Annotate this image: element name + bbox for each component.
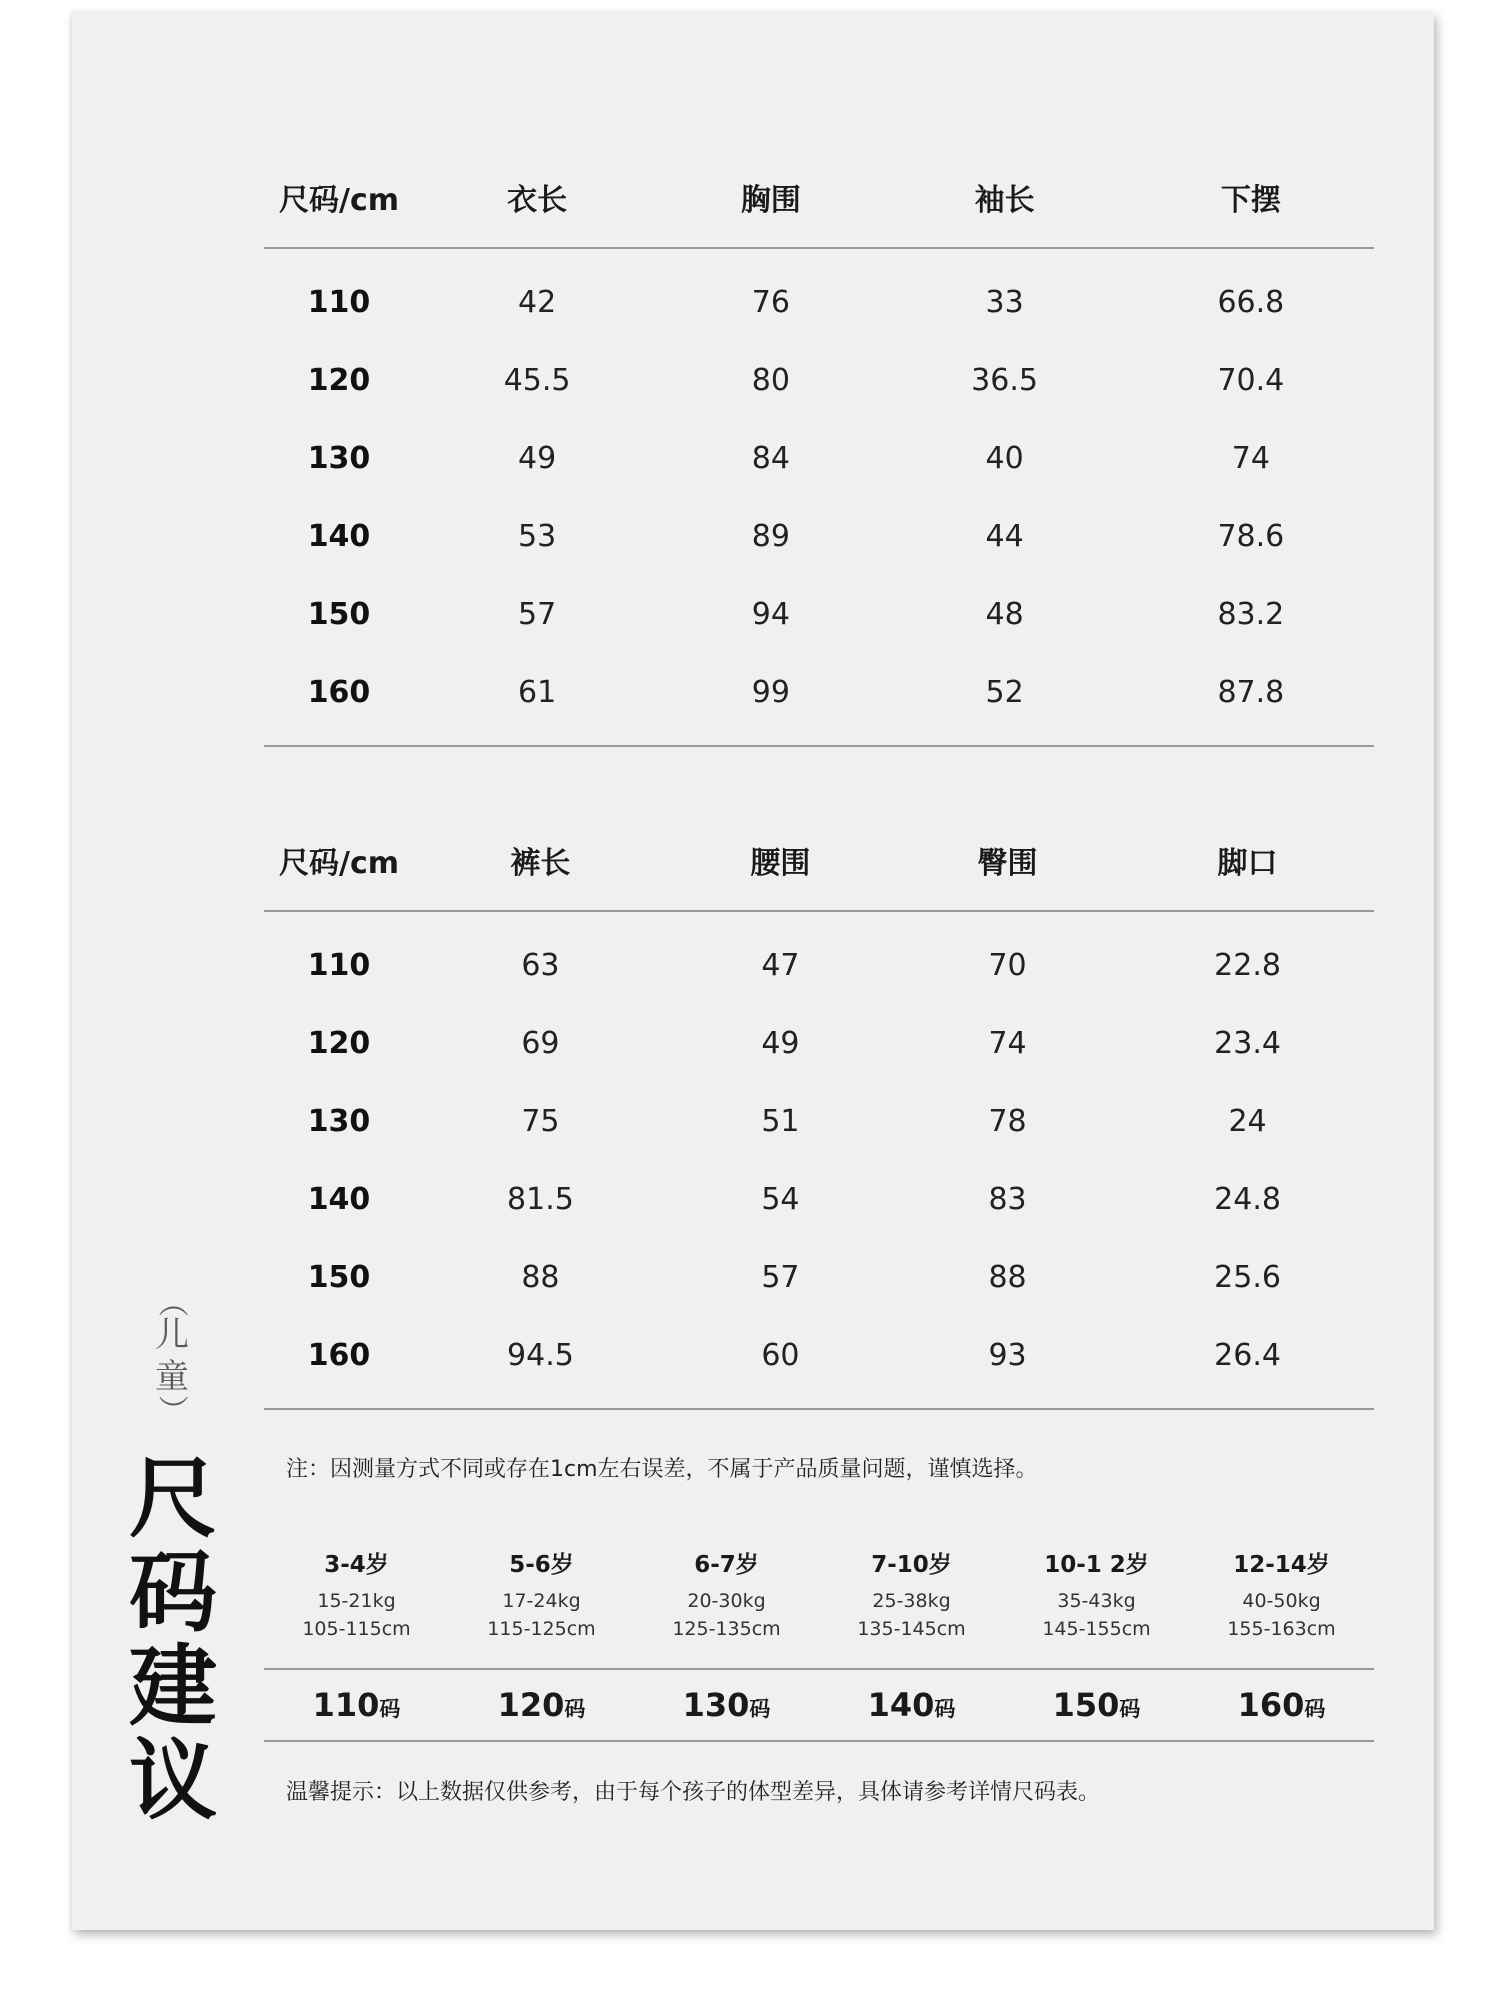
recommendation-criteria (819, 1540, 1004, 1668)
measure-cell: 94.5 (414, 1316, 667, 1409)
measure-cell: 84 (751, 440, 790, 476)
measure-cell: 80 (751, 362, 790, 398)
measure-cell: 33 (985, 284, 1024, 320)
table-header-row (264, 147, 1374, 248)
table-row (264, 419, 1374, 497)
measure-cell: 89 (751, 518, 790, 554)
bottom-size-table (264, 810, 1374, 1410)
measure-cell: 87.8 (1128, 653, 1374, 746)
side-subtitle-char: 儿 (155, 1315, 189, 1355)
measure-cell: 61 (414, 653, 660, 746)
measure-cell: 23.4 (1214, 1025, 1281, 1061)
size-unit: 码 (1119, 1697, 1141, 1721)
size-cell: 150 (307, 596, 371, 632)
measure-cell: 63 (521, 947, 560, 983)
measure-cell: 70.4 (1217, 362, 1285, 398)
header-length: 衣长 (414, 147, 660, 248)
measure-cell: 24.8 (1214, 1181, 1281, 1217)
size-cell: 160 (264, 653, 414, 746)
table-row (264, 1004, 1374, 1082)
weight-range: 40-50kg (1242, 1590, 1321, 1612)
measure-cell: 47 (761, 947, 800, 983)
size-number: 110 (312, 1686, 380, 1724)
recommended-size (1004, 1686, 1189, 1724)
weight-range: 35-43kg (1057, 1590, 1136, 1612)
header-leg-opening: 脚口 (1121, 810, 1374, 911)
measure-cell: 57 (518, 596, 557, 632)
recommendation-criteria (1004, 1540, 1189, 1668)
tip-text: 温馨提示：以上数据仅供参考，由于每个孩子的体型差异，具体请参考详情尺码表。 (286, 1780, 1101, 1805)
measure-cell: 78.6 (1217, 518, 1285, 554)
table-row (264, 1082, 1374, 1160)
table-row (264, 653, 1374, 746)
size-unit: 码 (1304, 1697, 1326, 1721)
measure-cell: 69 (521, 1025, 560, 1061)
table-row (264, 1160, 1374, 1238)
size-number: 140 (867, 1686, 935, 1724)
measure-cell: 49 (518, 440, 557, 476)
header-pants-length: 裤长 (414, 810, 667, 911)
measure-cell: 45.5 (503, 362, 571, 398)
recommendation-criteria (634, 1540, 819, 1668)
side-title-char: 议 (128, 1729, 217, 1832)
side-title-char: 尺 (128, 1447, 217, 1550)
side-subtitle-open: （ (154, 1287, 189, 1317)
side-subtitle-char: 童 (155, 1357, 189, 1397)
size-cell: 120 (307, 362, 371, 398)
header-hip: 臀围 (894, 810, 1121, 911)
weight-range: 15-21kg (317, 1590, 396, 1612)
header-size: 尺码/cm (264, 147, 414, 248)
size-cell: 160 (264, 1316, 414, 1409)
table-row (264, 341, 1374, 419)
measure-cell: 83.2 (1217, 596, 1285, 632)
measure-cell: 60 (667, 1316, 894, 1409)
weight-range: 25-38kg (872, 1590, 951, 1612)
weight-range: 17-24kg (502, 1590, 581, 1612)
recommendation-criteria (264, 1540, 449, 1668)
header-hem: 下摆 (1128, 147, 1374, 248)
measure-cell: 78 (988, 1103, 1027, 1139)
size-recommendation (264, 1540, 1374, 1742)
table-row (264, 248, 1374, 341)
age-label: 7-10岁 (871, 1552, 952, 1578)
side-title-char: 建 (128, 1635, 217, 1738)
age-label: 5-6岁 (509, 1552, 574, 1578)
size-cell: 130 (307, 440, 371, 476)
measure-cell: 74 (1231, 440, 1270, 476)
size-cell: 130 (307, 1103, 371, 1139)
table-row (264, 911, 1374, 1004)
height-range: 145-155cm (1042, 1618, 1151, 1640)
height-range: 115-125cm (487, 1618, 596, 1640)
measure-cell: 94 (751, 596, 790, 632)
recommended-size (819, 1686, 1004, 1724)
side-subtitle-close: ） (154, 1395, 189, 1425)
size-number: 130 (682, 1686, 750, 1724)
measure-cell: 53 (518, 518, 557, 554)
size-unit: 码 (379, 1697, 401, 1721)
height-range: 135-145cm (857, 1618, 966, 1640)
measure-cell: 99 (660, 653, 881, 746)
size-unit: 码 (749, 1697, 771, 1721)
side-title (125, 1447, 221, 1832)
header-chest: 胸围 (660, 147, 881, 248)
size-unit: 码 (934, 1697, 956, 1721)
height-range: 125-135cm (672, 1618, 781, 1640)
age-label: 12-14岁 (1233, 1552, 1330, 1578)
measure-cell: 88 (988, 1259, 1027, 1295)
size-cell: 140 (307, 518, 371, 554)
measure-cell: 36.5 (971, 362, 1038, 398)
age-label: 3-4岁 (324, 1552, 389, 1578)
recommended-size (449, 1686, 634, 1724)
recommended-size (264, 1686, 449, 1724)
measure-cell: 81.5 (507, 1181, 574, 1217)
measure-cell: 49 (761, 1025, 800, 1061)
measure-cell: 76 (751, 284, 790, 320)
size-number: 120 (497, 1686, 565, 1724)
size-cell: 150 (307, 1259, 371, 1295)
measure-cell: 74 (988, 1025, 1027, 1061)
table-row (264, 497, 1374, 575)
recommendation-criteria-row (264, 1540, 1374, 1668)
measure-cell: 66.8 (1217, 284, 1285, 320)
measure-cell: 70 (988, 947, 1027, 983)
measure-cell: 54 (761, 1181, 800, 1217)
measure-cell: 83 (988, 1181, 1027, 1217)
recommendation-criteria (1189, 1540, 1374, 1668)
size-cell: 110 (307, 284, 371, 320)
size-unit: 码 (564, 1697, 586, 1721)
measure-cell: 40 (985, 440, 1024, 476)
measure-cell: 25.6 (1214, 1259, 1281, 1295)
header-size: 尺码/cm (264, 810, 414, 911)
table-row (264, 575, 1374, 653)
measure-cell: 42 (518, 284, 557, 320)
age-label: 10-1 2岁 (1044, 1552, 1149, 1578)
measure-cell: 24 (1228, 1103, 1267, 1139)
measure-cell: 51 (761, 1103, 800, 1139)
recommended-size (1189, 1686, 1374, 1724)
measure-cell: 57 (761, 1259, 800, 1295)
recommendation-criteria (449, 1540, 634, 1668)
measure-cell: 48 (985, 596, 1024, 632)
measure-cell: 26.4 (1121, 1316, 1374, 1409)
recommendation-size-row (264, 1668, 1374, 1742)
table-row (264, 1316, 1374, 1409)
measure-cell: 52 (881, 653, 1127, 746)
size-cell: 140 (307, 1181, 371, 1217)
measure-cell: 93 (894, 1316, 1121, 1409)
size-number: 160 (1237, 1686, 1305, 1724)
size-number: 150 (1052, 1686, 1120, 1724)
height-range: 105-115cm (302, 1618, 411, 1640)
table-row (264, 1238, 1374, 1316)
measure-cell: 75 (521, 1103, 560, 1139)
size-cell: 110 (307, 947, 371, 983)
table-header-row (264, 810, 1374, 911)
header-waist: 腰围 (667, 810, 894, 911)
measure-cell: 22.8 (1214, 947, 1281, 983)
size-cell: 120 (307, 1025, 371, 1061)
recommended-size (634, 1686, 819, 1724)
header-sleeve: 袖长 (881, 147, 1127, 248)
measure-cell: 44 (985, 518, 1024, 554)
height-range: 155-163cm (1227, 1618, 1336, 1640)
side-subtitle (150, 1287, 194, 1425)
top-size-table (264, 147, 1374, 747)
side-title-char: 码 (128, 1541, 217, 1644)
weight-range: 20-30kg (687, 1590, 766, 1612)
measurement-note: 注：因测量方式不同或存在1cm左右误差，不属于产品质量问题，谨慎选择。 (286, 1457, 1038, 1482)
measure-cell: 88 (521, 1259, 560, 1295)
age-label: 6-7岁 (694, 1552, 759, 1578)
